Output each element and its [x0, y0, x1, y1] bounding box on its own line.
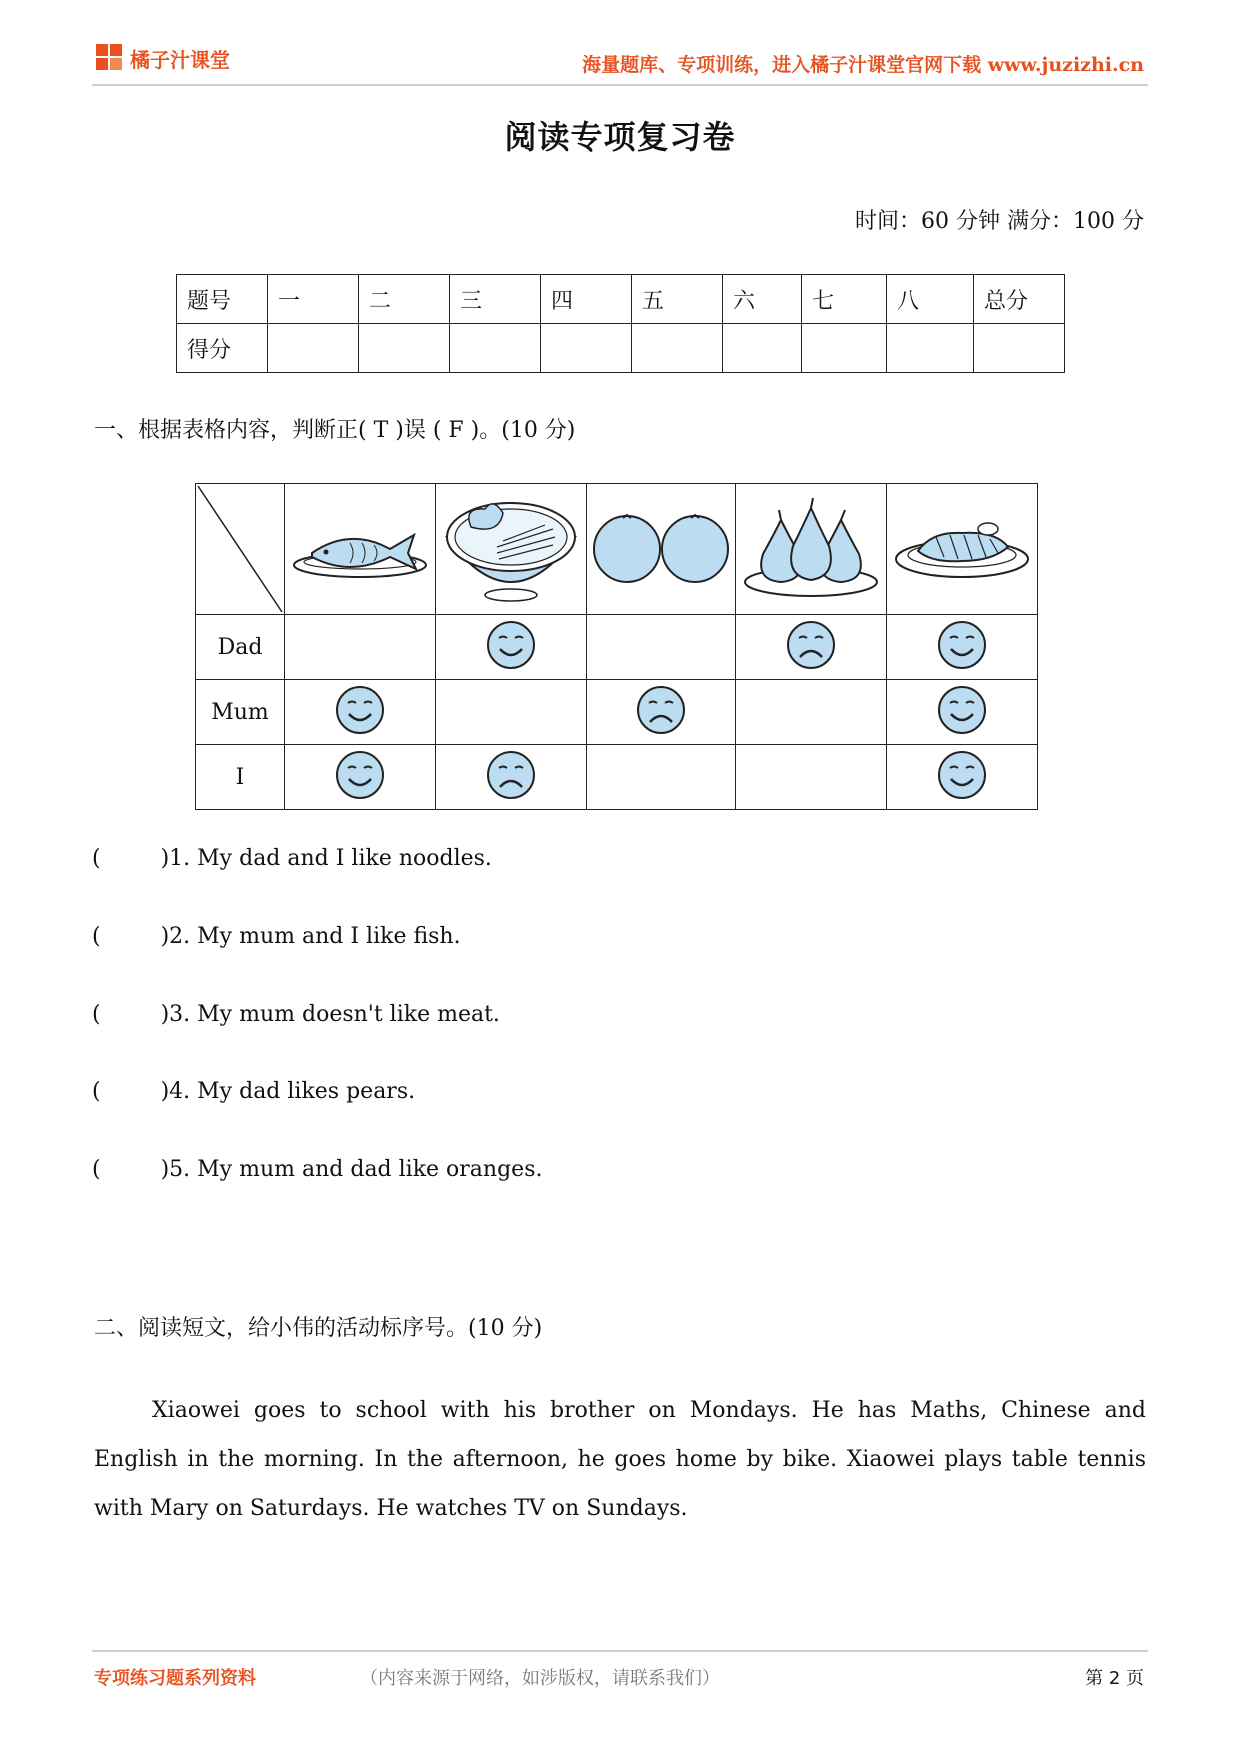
face-cell	[587, 615, 736, 680]
face-cell	[887, 680, 1038, 745]
face-cell	[587, 680, 736, 745]
page-title: 阅读专项复习卷	[504, 118, 736, 156]
face-cell	[285, 680, 436, 745]
food-cell-oranges	[587, 484, 736, 615]
answer-paren-open: (	[92, 1002, 101, 1027]
reading-passage	[94, 1386, 1146, 1533]
face-cell	[736, 745, 887, 810]
exam-meta: 时间：60 分钟 满分：100 分	[855, 209, 1144, 234]
face-cell	[736, 680, 887, 745]
score-blank[interactable]	[541, 324, 632, 373]
footer-notice: （内容来源于网络，如涉版权，请联系我们）	[360, 1668, 720, 1689]
score-cell: 得分	[177, 324, 268, 373]
tf-question-2	[92, 924, 461, 949]
brand-logo	[96, 44, 124, 72]
page-number: 第 2 页	[1085, 1668, 1144, 1689]
pears-icon	[741, 492, 881, 602]
row-label: Mum	[196, 680, 285, 745]
score-blank[interactable]	[974, 324, 1065, 373]
tf-statement: )4. My dad likes pears.	[160, 1079, 416, 1104]
food-cell-fish	[285, 484, 436, 615]
score-table-header-row	[177, 275, 1065, 324]
smiley-face-icon	[334, 749, 386, 801]
tf-statement: )3. My mum doesn't like meat.	[160, 1002, 500, 1027]
score-cell: 四	[541, 275, 632, 324]
face-cell	[887, 745, 1038, 810]
score-cell: 五	[632, 275, 723, 324]
score-blank[interactable]	[887, 324, 974, 373]
score-table	[176, 274, 1065, 373]
sad-face-icon	[485, 749, 537, 801]
sad-face-icon	[785, 619, 837, 671]
meat-icon	[892, 507, 1032, 587]
smiley-face-icon	[936, 619, 988, 671]
score-blank[interactable]	[802, 324, 887, 373]
smiley-face-icon	[485, 619, 537, 671]
food-image-row	[196, 484, 1038, 615]
face-cell	[436, 615, 587, 680]
tf-statement: )2. My mum and I like fish.	[160, 924, 461, 949]
tf-statement: )1. My dad and I like noodles.	[160, 846, 492, 871]
footer-series: 专项练习题系列资料	[94, 1668, 256, 1689]
score-cell: 三	[450, 275, 541, 324]
section-2-heading: 二、阅读短文，给小伟的活动标序号。(10 分)	[94, 1316, 543, 1341]
food-preference-table	[195, 483, 1038, 810]
score-cell: 六	[723, 275, 802, 324]
noodles-icon	[441, 487, 581, 607]
header-divider	[92, 84, 1148, 86]
tf-statement: )5. My mum and dad like oranges.	[160, 1157, 543, 1182]
row-label: Dad	[196, 615, 285, 680]
face-cell	[736, 615, 887, 680]
answer-paren-open: (	[92, 1079, 101, 1104]
face-cell	[436, 680, 587, 745]
table-row-dad	[196, 615, 1038, 680]
score-blank[interactable]	[450, 324, 541, 373]
corner-cell	[196, 484, 285, 615]
header-slogan: 海量题库、专项训练，进入橘子汁课堂官网下载 www.juzizhi.cn	[582, 54, 1144, 76]
score-cell: 七	[802, 275, 887, 324]
score-blank[interactable]	[723, 324, 802, 373]
food-cell-pears	[736, 484, 887, 615]
diagonal-line	[196, 484, 284, 614]
table-row-i	[196, 745, 1038, 810]
score-cell: 二	[359, 275, 450, 324]
footer-divider	[92, 1650, 1148, 1652]
oranges-icon	[591, 507, 731, 587]
score-blank[interactable]	[268, 324, 359, 373]
table-row-mum	[196, 680, 1038, 745]
score-cell: 总分	[974, 275, 1065, 324]
tf-question-3	[92, 1002, 500, 1027]
answer-paren-open: (	[92, 846, 101, 871]
answer-paren-open: (	[92, 1157, 101, 1182]
food-cell-meat	[887, 484, 1038, 615]
face-cell	[285, 615, 436, 680]
answer-paren-open: (	[92, 924, 101, 949]
tf-question-1	[92, 846, 492, 871]
score-blank[interactable]	[359, 324, 450, 373]
score-table-score-row	[177, 324, 1065, 373]
smiley-face-icon	[936, 749, 988, 801]
food-cell-noodles	[436, 484, 587, 615]
tf-question-4	[92, 1079, 415, 1104]
tf-question-5	[92, 1157, 542, 1182]
brand-name: 橘子汁课堂	[130, 48, 230, 72]
score-cell: 一	[268, 275, 359, 324]
face-cell	[887, 615, 1038, 680]
score-cell: 题号	[177, 275, 268, 324]
fish-icon	[290, 507, 430, 587]
sad-face-icon	[635, 684, 687, 736]
score-cell: 八	[887, 275, 974, 324]
face-cell	[587, 745, 736, 810]
passage-text: Xiaowei goes to school with his brother on Mondays. He has Maths, Chinese and English in the morning. In the afternoon, he goes home by bike. Xiaowei plays table tennis with Mary on Saturdays. He watches TV on Sundays.	[94, 1398, 1146, 1521]
face-cell	[436, 745, 587, 810]
score-blank[interactable]	[632, 324, 723, 373]
smiley-face-icon	[334, 684, 386, 736]
row-label: I	[196, 745, 285, 810]
face-cell	[285, 745, 436, 810]
section-1-heading: 一、根据表格内容，判断正( T )误 ( F )。(10 分)	[94, 418, 576, 443]
smiley-face-icon	[936, 684, 988, 736]
